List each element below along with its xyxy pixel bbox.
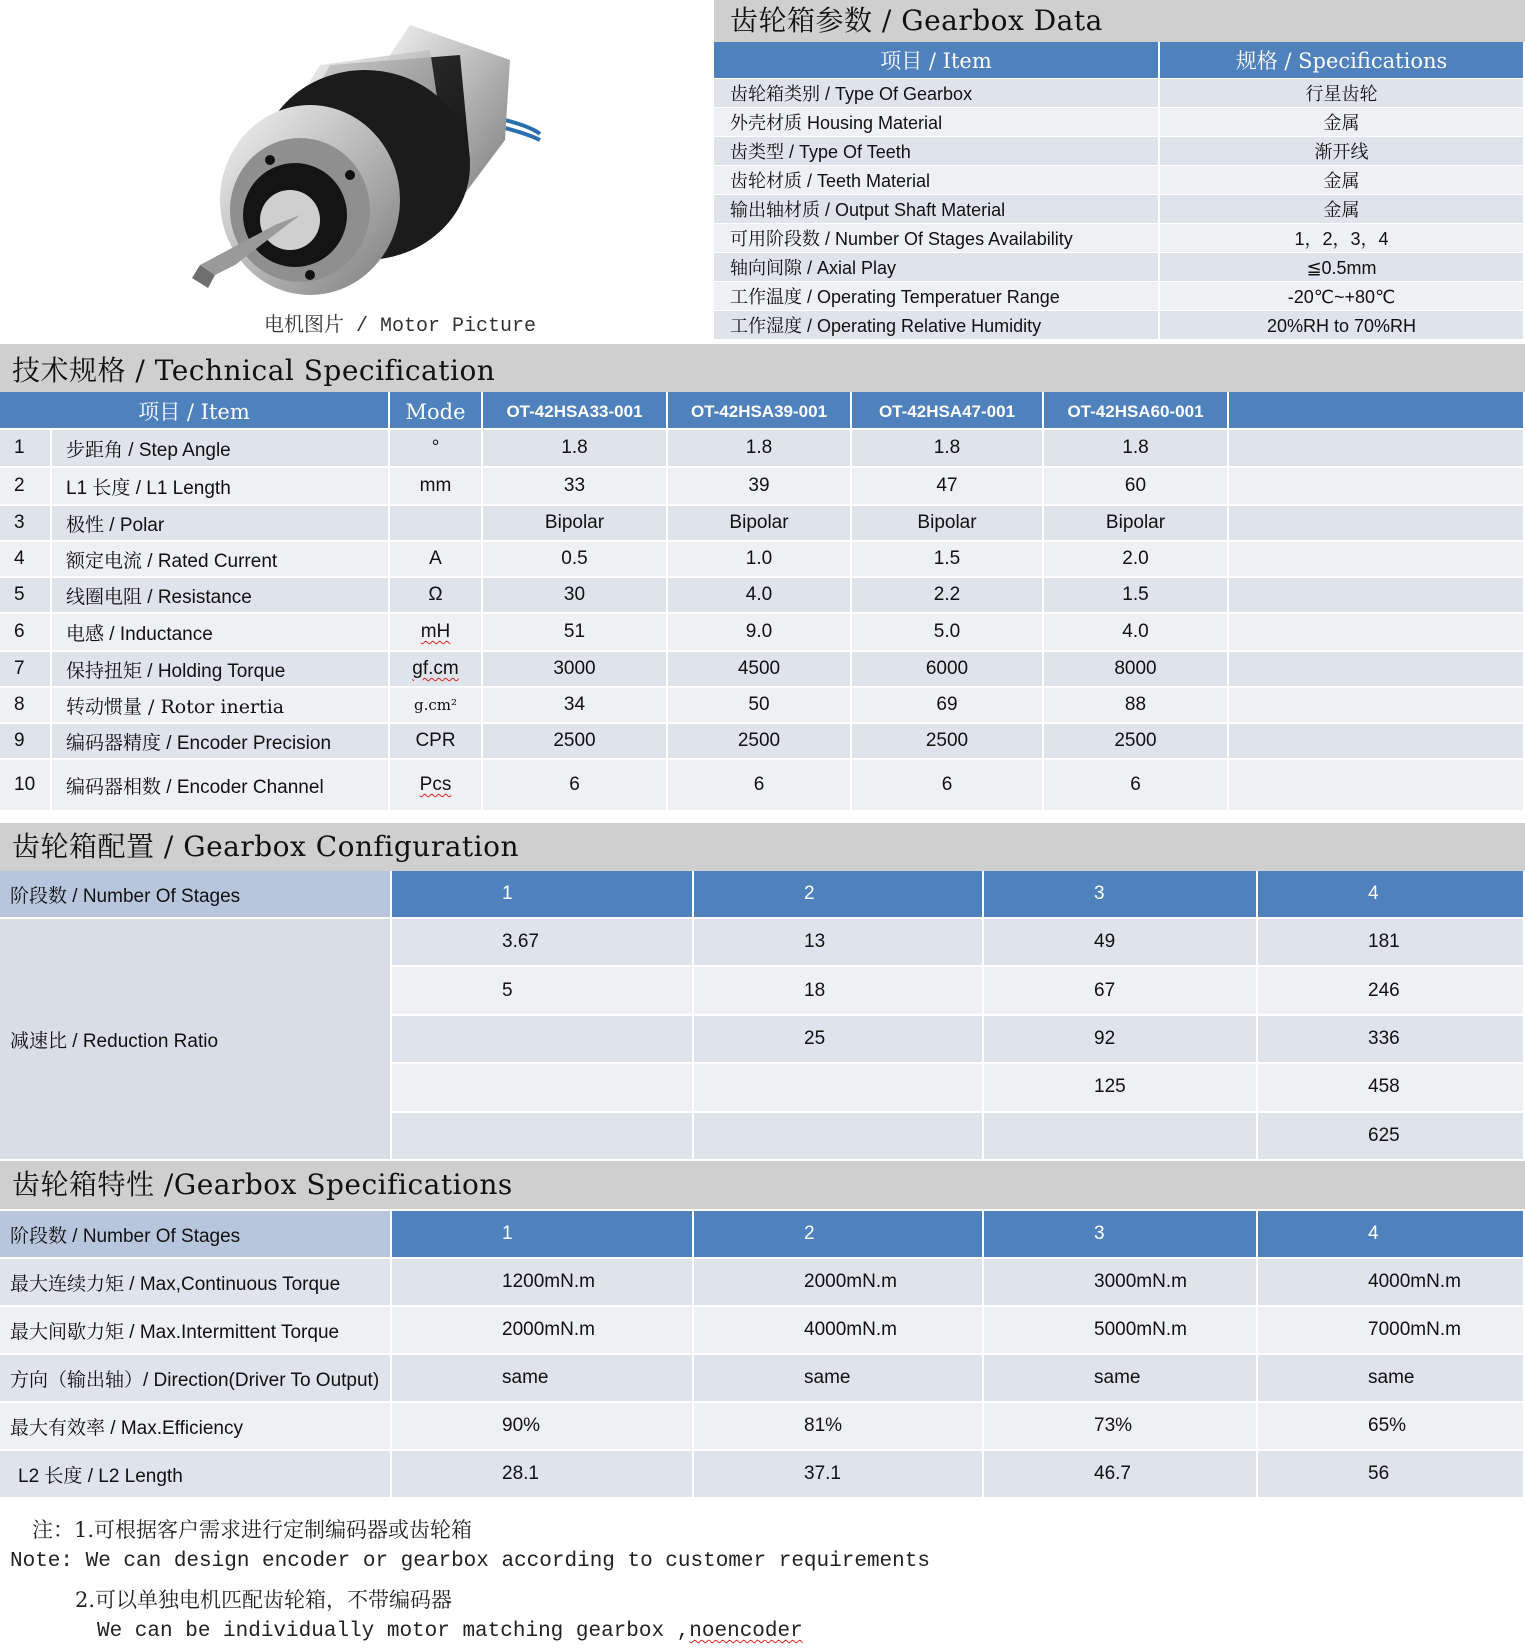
tech-row-item: 编码器相数 / Encoder Channel: [52, 758, 390, 810]
table-row: [0, 686, 1525, 722]
tech-row-mode: [390, 504, 483, 540]
tech-row-value: Bipolar: [1044, 504, 1229, 540]
gearbox-data-item: 齿类型 / Type Of Teeth: [714, 136, 1160, 165]
tech-header-model: OT-42HSA47-001: [852, 392, 1044, 428]
gspec-row-value: 37.1: [694, 1449, 984, 1497]
config-ratio-value: 49: [984, 917, 1258, 965]
tech-row-number: 5: [0, 576, 52, 612]
tech-row-number: 2: [0, 466, 52, 504]
tech-row-item: 额定电流 / Rated Current: [52, 540, 390, 576]
tech-row-value: 2.2: [852, 576, 1044, 612]
config-ratio-value: 5: [392, 965, 694, 1013]
config-ratio-value: 13: [694, 917, 984, 965]
tech-row-value: 3000: [483, 650, 668, 686]
gearbox-data-item: 外壳材质 Housing Material: [714, 107, 1160, 136]
tech-row-value: 2500: [483, 722, 668, 758]
table-row: [714, 281, 1525, 310]
tech-row-number: 7: [0, 650, 52, 686]
tech-row-value: Bipolar: [852, 504, 1044, 540]
gspec-row-value: 28.1: [392, 1449, 694, 1497]
tech-row-value: Bipolar: [483, 504, 668, 540]
gspec-row-value: 2000mN.m: [392, 1305, 694, 1353]
table-row: [0, 576, 1525, 612]
gspec-row-value: same: [984, 1353, 1258, 1401]
tech-row-mode: Pcs: [390, 758, 483, 810]
tech-row-blank: [1229, 758, 1525, 810]
gearbox-data-item: 工作湿度 / Operating Relative Humidity: [714, 310, 1160, 339]
tech-row-value: 2500: [852, 722, 1044, 758]
config-stage: 1: [392, 871, 694, 917]
gearbox-data-item: 输出轴材质 / Output Shaft Material: [714, 194, 1160, 223]
gspec-stages-row: [0, 1209, 1525, 1257]
gspec-row-label: 最大连续力矩 / Max,Continuous Torque: [0, 1257, 392, 1305]
table-row: [714, 252, 1525, 281]
gearbox-data-spec: 行星齿轮: [1160, 78, 1525, 107]
tech-row-value: 1.8: [483, 428, 668, 466]
gearbox-data-spec: 1，2，3，4: [1160, 223, 1525, 252]
config-ratio-value: 25: [694, 1014, 984, 1062]
gearbox-data-rows: [714, 78, 1525, 339]
config-ratio-value: 246: [1258, 965, 1525, 1013]
tech-row-value: Bipolar: [668, 504, 852, 540]
table-row: [392, 917, 1525, 965]
table-row: [0, 1257, 1525, 1305]
tech-row-item: 转动惯量 / Rotor inertia: [52, 686, 390, 722]
config-stage: 2: [694, 871, 984, 917]
config-ratio-value: [694, 1062, 984, 1110]
tech-row-value: 51: [483, 612, 668, 650]
tech-row-value: 6: [668, 758, 852, 810]
tech-row-item: 编码器精度 / Encoder Precision: [52, 722, 390, 758]
tech-row-blank: [1229, 650, 1525, 686]
gearbox-data-spec: 金属: [1160, 107, 1525, 136]
gearbox-data-item: 工作温度 / Operating Temperatuer Range: [714, 281, 1160, 310]
tech-row-value: 6: [483, 758, 668, 810]
note-line-1: 注：1.可根据客户需求进行定制编码器或齿轮箱: [32, 1518, 473, 1542]
tech-row-value: 1.5: [1044, 576, 1229, 612]
config-ratio-value: [694, 1111, 984, 1159]
gearbox-specifications-title: 齿轮箱特性 /Gearbox Specifications: [0, 1161, 1525, 1209]
tech-row-number: 4: [0, 540, 52, 576]
tech-row-value: 2.0: [1044, 540, 1229, 576]
tech-row-value: 4.0: [668, 576, 852, 612]
tech-row-value: 6: [1044, 758, 1229, 810]
tech-row-value: 1.0: [668, 540, 852, 576]
tech-row-value: 6000: [852, 650, 1044, 686]
tech-row-value: 34: [483, 686, 668, 722]
tech-row-value: 9.0: [668, 612, 852, 650]
tech-row-blank: [1229, 466, 1525, 504]
tech-row-value: 50: [668, 686, 852, 722]
tech-row-value: 60: [1044, 466, 1229, 504]
tech-row-item: 电感 / Inductance: [52, 612, 390, 650]
gspec-row-value: 65%: [1258, 1401, 1525, 1449]
tech-header-mode: Mode: [390, 392, 483, 428]
config-ratio-value: 18: [694, 965, 984, 1013]
tech-row-value: 2500: [1044, 722, 1229, 758]
gspec-row-value: 4000mN.m: [1258, 1257, 1525, 1305]
config-ratio-label: 减速比 / Reduction Ratio: [0, 917, 392, 1159]
tech-row-value: 8000: [1044, 650, 1229, 686]
table-row: [392, 1062, 1525, 1110]
table-row: [0, 722, 1525, 758]
table-row: [714, 223, 1525, 252]
tech-row-value: 88: [1044, 686, 1229, 722]
tech-header-model: OT-42HSA33-001: [483, 392, 668, 428]
tech-row-mode: A: [390, 540, 483, 576]
tech-row-item: L1 长度 / L1 Length: [52, 466, 390, 504]
config-ratio-value: 125: [984, 1062, 1258, 1110]
gearbox-data-title: 齿轮箱参数 / Gearbox Data: [714, 0, 1525, 42]
note-line-4: [97, 1620, 803, 1643]
gearbox-data-item: 轴向间隙 / Axial Play: [714, 252, 1160, 281]
config-ratio-value: [392, 1111, 694, 1159]
gspec-row-value: same: [392, 1353, 694, 1401]
tech-row-item: 保持扭矩 / Holding Torque: [52, 650, 390, 686]
tech-row-value: 33: [483, 466, 668, 504]
tech-row-mode: mH: [390, 612, 483, 650]
gspec-row-value: 2000mN.m: [694, 1257, 984, 1305]
tech-row-value: 69: [852, 686, 1044, 722]
tech-header-model: OT-42HSA39-001: [668, 392, 852, 428]
gspec-row-value: 7000mN.m: [1258, 1305, 1525, 1353]
tech-row-value: 6: [852, 758, 1044, 810]
motor-image: [160, 10, 580, 310]
config-ratio-value: [392, 1062, 694, 1110]
config-ratio-value: 336: [1258, 1014, 1525, 1062]
gspec-row-value: 90%: [392, 1401, 694, 1449]
config-stages-label: 阶段数 / Number Of Stages: [0, 871, 392, 917]
gearbox-specifications-section: [0, 1161, 1525, 1497]
technical-specification-section: [0, 344, 1525, 810]
gearbox-data-header-item: 项目 / Item: [714, 42, 1160, 78]
gspec-stage: 1: [392, 1209, 694, 1257]
gspec-rows: [0, 1257, 1525, 1497]
table-row: [0, 1401, 1525, 1449]
note-line-4-underlined: noencoder: [689, 1620, 803, 1643]
gearbox-data-item: 齿轮材质 / Teeth Material: [714, 165, 1160, 194]
gspec-stage: 3: [984, 1209, 1258, 1257]
table-row: [392, 1014, 1525, 1062]
gearbox-data-spec: ≦0.5mm: [1160, 252, 1525, 281]
config-ratio-value: [984, 1111, 1258, 1159]
tech-row-number: 6: [0, 612, 52, 650]
note-line-4-text: We can be individually motor matching gearbox ,: [97, 1620, 690, 1643]
gearbox-data-section: [714, 0, 1525, 339]
table-row: [0, 504, 1525, 540]
table-row: [714, 194, 1525, 223]
tech-row-number: 1: [0, 428, 52, 466]
tech-header-blank: [1229, 392, 1525, 428]
table-row: [0, 1449, 1525, 1497]
tech-row-value: 2500: [668, 722, 852, 758]
motor-picture-panel: [0, 0, 714, 342]
table-row: [0, 1305, 1525, 1353]
gspec-row-value: same: [694, 1353, 984, 1401]
tech-row-number: 10: [0, 758, 52, 810]
gspec-stage: 4: [1258, 1209, 1525, 1257]
tech-row-blank: [1229, 576, 1525, 612]
table-row: [392, 1111, 1525, 1159]
tech-row-value: 47: [852, 466, 1044, 504]
tech-row-mode: Ω: [390, 576, 483, 612]
motor-picture-caption: 电机图片 / Motor Picture: [263, 315, 537, 338]
gspec-row-value: 73%: [984, 1401, 1258, 1449]
tech-row-mode: CPR: [390, 722, 483, 758]
tech-row-mode: °: [390, 428, 483, 466]
tech-row-item: 线圈电阻 / Resistance: [52, 576, 390, 612]
table-row: [0, 758, 1525, 810]
gearbox-data-header-row: [714, 42, 1525, 78]
config-ratio-value: 92: [984, 1014, 1258, 1062]
gearbox-data-header-spec: 规格 / Specifications: [1160, 42, 1525, 78]
tech-row-item: 极性 / Polar: [52, 504, 390, 540]
gspec-row-value: 46.7: [984, 1449, 1258, 1497]
config-ratio-value: 67: [984, 965, 1258, 1013]
tech-row-value: 1.8: [668, 428, 852, 466]
tech-row-blank: [1229, 428, 1525, 466]
gearbox-configuration-section: [0, 823, 1525, 1159]
tech-row-value: 5.0: [852, 612, 1044, 650]
gspec-row-value: 5000mN.m: [984, 1305, 1258, 1353]
table-row: [714, 310, 1525, 339]
tech-row-mode: gf.cm: [390, 650, 483, 686]
gearbox-data-spec: 20%RH to 70%RH: [1160, 310, 1525, 339]
technical-specification-title: 技术规格 / Technical Specification: [0, 344, 1525, 392]
table-row: [0, 1353, 1525, 1401]
tech-header-model: OT-42HSA60-001: [1044, 392, 1229, 428]
technical-specification-header-row: [0, 392, 1525, 428]
config-ratio-value: 625: [1258, 1111, 1525, 1159]
table-row: [714, 107, 1525, 136]
config-ratio-value: 458: [1258, 1062, 1525, 1110]
gspec-row-value: 56: [1258, 1449, 1525, 1497]
table-row: [392, 965, 1525, 1013]
tech-row-value: 4500: [668, 650, 852, 686]
gspec-row-value: same: [1258, 1353, 1525, 1401]
tech-row-blank: [1229, 612, 1525, 650]
config-ratio-grid: [392, 917, 1525, 1159]
tech-row-mode: g.cm²: [390, 686, 483, 722]
gspec-row-label: 方向（输出轴）/ Direction(Driver To Output): [0, 1353, 392, 1401]
gspec-row-label: L2 长度 / L2 Length: [0, 1449, 392, 1497]
gearbox-data-item: 可用阶段数 / Number Of Stages Availability: [714, 223, 1160, 252]
tech-row-value: 1.5: [852, 540, 1044, 576]
tech-row-value: 39: [668, 466, 852, 504]
gearbox-data-spec: -20℃~+80℃: [1160, 281, 1525, 310]
config-ratio-value: 181: [1258, 917, 1525, 965]
note-line-3: 2.可以单独电机匹配齿轮箱，不带编码器: [75, 1588, 453, 1612]
table-row: [0, 540, 1525, 576]
config-stage: 3: [984, 871, 1258, 917]
tech-row-value: 1.8: [1044, 428, 1229, 466]
gspec-row-value: 1200mN.m: [392, 1257, 694, 1305]
gearbox-configuration-title: 齿轮箱配置 / Gearbox Configuration: [0, 823, 1525, 871]
gspec-row-label: 最大有效率 / Max.Efficiency: [0, 1401, 392, 1449]
gspec-row-value: 81%: [694, 1401, 984, 1449]
gspec-stages-label: 阶段数 / Number Of Stages: [0, 1209, 392, 1257]
config-stage: 4: [1258, 871, 1525, 917]
tech-row-value: 1.8: [852, 428, 1044, 466]
tech-row-blank: [1229, 504, 1525, 540]
gearbox-data-item: 齿轮箱类别 / Type Of Gearbox: [714, 78, 1160, 107]
table-row: [714, 136, 1525, 165]
tech-row-mode: mm: [390, 466, 483, 504]
tech-header-item: 项目 / Item: [0, 392, 390, 428]
note-line-2: Note: We can design encoder or gearbox according to customer requirements: [10, 1550, 930, 1573]
config-ratio-value: 3.67: [392, 917, 694, 965]
gspec-row-value: 3000mN.m: [984, 1257, 1258, 1305]
config-ratio-block: [0, 917, 1525, 1159]
gspec-row-label: 最大间歇力矩 / Max.Intermittent Torque: [0, 1305, 392, 1353]
gspec-stage: 2: [694, 1209, 984, 1257]
gearbox-data-spec: 金属: [1160, 194, 1525, 223]
tech-row-value: 4.0: [1044, 612, 1229, 650]
tech-row-number: 8: [0, 686, 52, 722]
table-row: [0, 466, 1525, 504]
tech-row-number: 9: [0, 722, 52, 758]
table-row: [0, 612, 1525, 650]
gearbox-data-spec: 金属: [1160, 165, 1525, 194]
tech-row-blank: [1229, 686, 1525, 722]
table-row: [0, 650, 1525, 686]
tech-row-blank: [1229, 540, 1525, 576]
config-ratio-value: [392, 1014, 694, 1062]
gearbox-data-spec: 渐开线: [1160, 136, 1525, 165]
config-stages-row: [0, 871, 1525, 917]
tech-row-number: 3: [0, 504, 52, 540]
technical-specification-rows: [0, 428, 1525, 810]
gspec-row-value: 4000mN.m: [694, 1305, 984, 1353]
tech-row-value: 0.5: [483, 540, 668, 576]
tech-row-blank: [1229, 722, 1525, 758]
table-row: [0, 428, 1525, 466]
table-row: [714, 78, 1525, 107]
tech-row-item: 步距角 / Step Angle: [52, 428, 390, 466]
table-row: [714, 165, 1525, 194]
tech-row-value: 30: [483, 576, 668, 612]
